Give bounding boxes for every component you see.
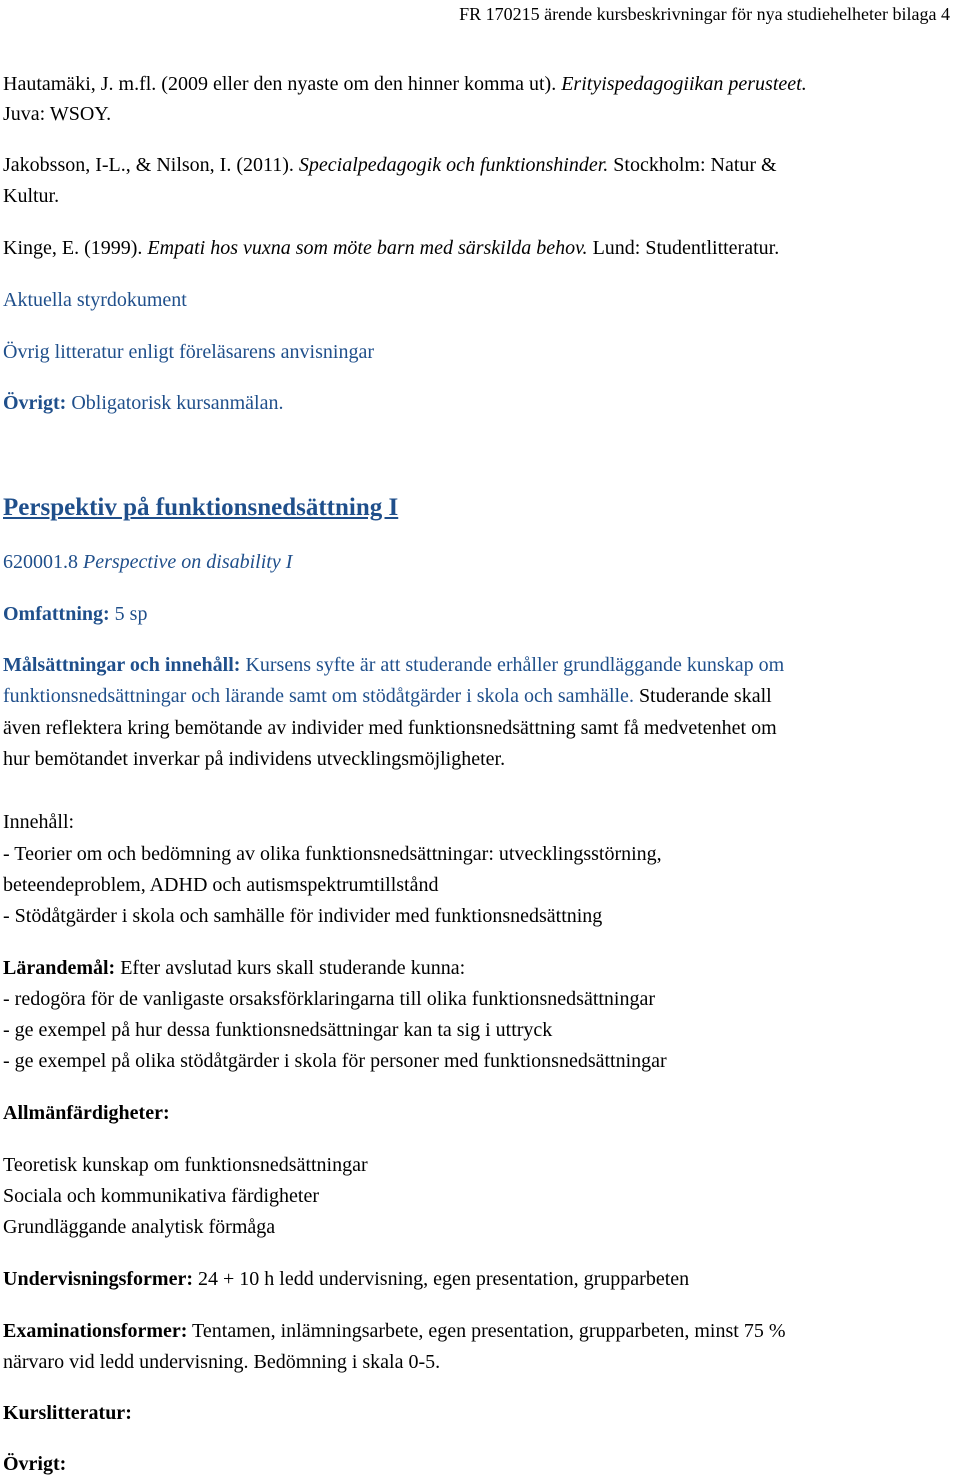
malsattningar-line-3: även reflektera kring bemötande av individer med funktionsnedsättning samt få medvetenhet om xyxy=(3,717,777,739)
ovrig-litteratur-text: Övrig litteratur enligt föreläsarens anvisningar xyxy=(3,341,374,363)
course-title: Perspektiv på funktionsnedsättning I xyxy=(3,494,399,521)
allmanfardigheter-item-3: Grundläggande analytisk förmåga xyxy=(3,1216,276,1238)
larandemal-item-3: - ge exempel på olika stödåtgärder i skola för personer med funktionsnedsättningar xyxy=(3,1050,667,1072)
ovrigt-label: Övrigt: xyxy=(3,1453,67,1475)
malsattningar-line-4: hur bemötandet inverkar på individens utvecklingsmöjligheter. xyxy=(3,748,506,770)
malsattningar-line-2: funktionsnedsättningar och lärande samt om stödåtgärder i skola och samhälle. Studerande skall xyxy=(3,685,772,707)
innehall-item-3: - Stödåtgärder i skola och samhälle för individer med funktionsnedsättning xyxy=(3,905,603,927)
larandemal-item-1: - redogöra för de vanligaste orsaksförklaringarna till olika funktionsnedsättningar xyxy=(3,988,656,1010)
reference-1-line-1: Hautamäki, J. m.fl. (2009 eller den nyaste om den hinner komma ut). Erityispedagogiikan perusteet. xyxy=(3,73,807,95)
allmanfardigheter-label: Allmänfärdigheter: xyxy=(3,1102,170,1124)
innehall-label: Innehåll: xyxy=(3,811,75,833)
ovrigt-obligatorisk: Övrigt: Obligatorisk kursanmälan. xyxy=(3,392,284,414)
allmanfardigheter-item-2: Sociala och kommunikativa färdigheter xyxy=(3,1185,320,1207)
course-code: 620001.8 Perspective on disability I xyxy=(3,551,293,573)
allmanfardigheter-item-1: Teoretisk kunskap om funktionsnedsättningar xyxy=(3,1154,368,1176)
undervisningsformer: Undervisningsformer: 24 + 10 h ledd undervisning, egen presentation, grupparbeten xyxy=(3,1268,690,1290)
kurslitteratur-label: Kurslitteratur: xyxy=(3,1402,132,1424)
styrdokument-text: Aktuella styrdokument xyxy=(3,289,187,311)
page-header: FR 170215 ärende kursbeskrivningar för nya studiehelheter bilaga 4 xyxy=(459,4,950,24)
malsattningar-line-1: Målsättningar och innehåll: Kursens syfte är att studerande erhåller grundläggande kunskap om xyxy=(3,654,785,676)
innehall-item-2: beteendeproblem, ADHD och autismspektrumtillstånd xyxy=(3,874,439,896)
examinationsformer-line-2: närvaro vid ledd undervisning. Bedömning i skala 0-5. xyxy=(3,1351,441,1373)
examinationsformer-line-1: Examinationsformer: Tentamen, inlämningsarbete, egen presentation, grupparbeten, minst 75 % xyxy=(3,1320,786,1342)
omfattning: Omfattning: 5 sp xyxy=(3,603,148,625)
larandemal: Lärandemål: Efter avslutad kurs skall studerande kunna: xyxy=(3,957,466,979)
innehall-item-1: - Teorier om och bedömning av olika funktionsnedsättningar: utvecklingsstörning, xyxy=(3,843,662,865)
reference-3: Kinge, E. (1999). Empati hos vuxna som möte barn med särskilda behov. Lund: Studentlitteratur. xyxy=(3,237,780,259)
larandemal-item-2: - ge exempel på hur dessa funktionsnedsättningar kan ta sig i uttryck xyxy=(3,1019,553,1041)
reference-2-line-2: Kultur. xyxy=(3,185,60,207)
reference-2-line-1: Jakobsson, I-L., & Nilson, I. (2011). Specialpedagogik och funktionshinder. Stockholm: Natur & xyxy=(3,154,777,176)
reference-1-line-2: Juva: WSOY. xyxy=(3,103,112,125)
